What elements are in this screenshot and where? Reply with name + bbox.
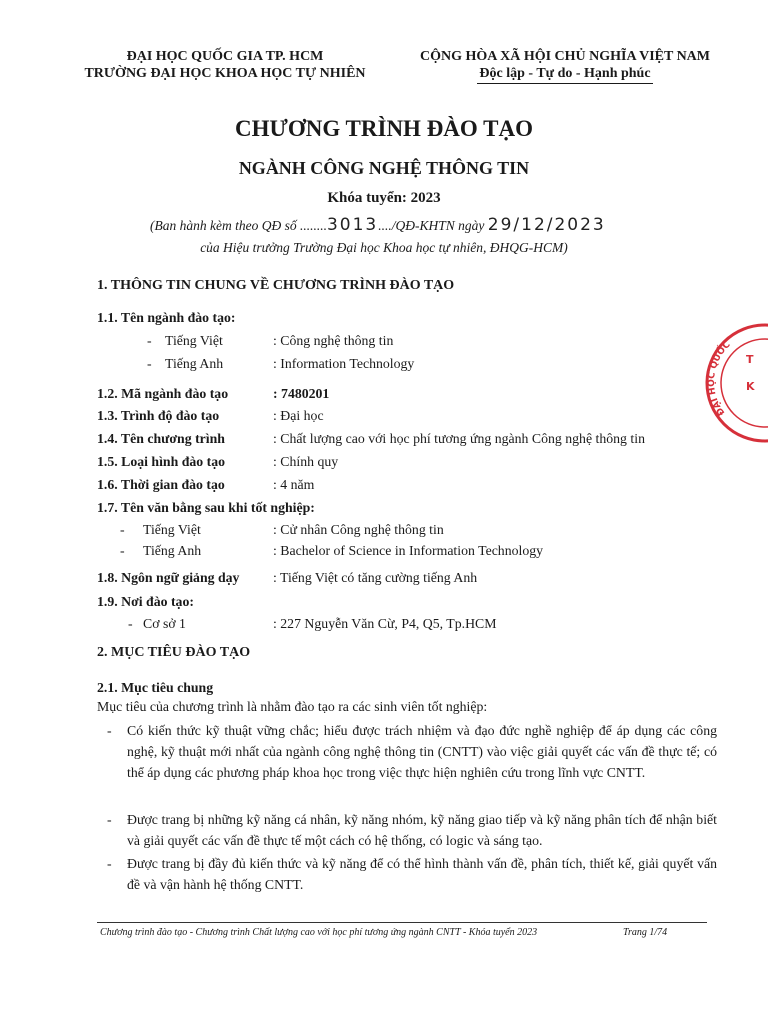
campus-label: Cơ sở 1 — [143, 616, 186, 631]
decision-issuer: của Hiệu trưởng Trường Đại học Khoa học tự nhiên, ĐHQG-HCM) — [200, 240, 568, 255]
english-value: : Information Technology — [273, 356, 415, 371]
program-name-label: 1.1. Tên ngành đào tạo: — [97, 310, 236, 325]
program-code-value: : 7480201 — [273, 386, 330, 401]
location-label: 1.9. Nơi đào tạo: — [97, 594, 194, 609]
decision-line — [150, 215, 606, 235]
list-item — [107, 720, 717, 783]
document-title: CHƯƠNG TRÌNH ĐÀO TẠO — [235, 116, 533, 141]
duration-value: : 4 năm — [273, 477, 315, 492]
training-type-value: : Chính quy — [273, 454, 339, 469]
list-dash: - — [120, 543, 125, 558]
section-2-heading: 2. MỤC TIÊU ĐÀO TẠO — [97, 645, 251, 660]
decision-dots: ........ — [299, 218, 327, 233]
list-dash: - — [120, 522, 125, 537]
national-header — [380, 48, 750, 84]
intake-year: Khóa tuyển: 2023 — [327, 190, 441, 206]
degree-vietnamese-value: : Cử nhân Công nghệ thông tin — [273, 522, 444, 537]
decision-date: 29/12/2023 — [487, 215, 606, 235]
degree-label: 1.7. Tên văn bằng sau khi tốt nghiệp: — [97, 500, 315, 515]
english-label: Tiếng Anh — [165, 356, 224, 371]
vietnamese-label: Tiếng Việt — [165, 333, 223, 348]
language-value: : Tiếng Việt có tăng cường tiếng Anh — [273, 570, 478, 585]
list-dash: - — [147, 356, 152, 371]
decision-number: 3013 — [326, 215, 379, 235]
general-objective-heading: 2.1. Mục tiêu chung — [97, 680, 214, 695]
list-item — [107, 809, 717, 851]
list-dash: - — [107, 723, 112, 738]
degree-english-label: Tiếng Anh — [143, 543, 202, 558]
list-dash: - — [147, 333, 152, 348]
decision-prefix: (Ban hành kèm theo QĐ số — [150, 218, 300, 233]
list-dash: - — [107, 856, 112, 871]
campus-value: : 227 Nguyễn Văn Cừ, P4, Q5, Tp.HCM — [273, 616, 497, 631]
institution-header — [60, 48, 390, 82]
stamp-letter-t: T — [746, 353, 754, 366]
list-dash: - — [107, 812, 112, 827]
document-subtitle: NGÀNH CÔNG NGHỆ THÔNG TIN — [238, 158, 530, 178]
program-code-label: 1.2. Mã ngành đào tạo — [97, 386, 229, 401]
vietnamese-value: : Công nghệ thông tin — [273, 333, 394, 348]
degree-vietnamese-label: Tiếng Việt — [143, 522, 201, 537]
decision-suffix: ..../QĐ-KHTN ngày — [378, 218, 488, 233]
section-1-heading: 1. THÔNG TIN CHUNG VỀ CHƯƠNG TRÌNH ĐÀO TẠO — [97, 278, 455, 293]
faculty-name: TRƯỜNG ĐẠI HỌC KHOA HỌC TỰ NHIÊN — [84, 66, 366, 81]
list-item — [107, 853, 717, 895]
level-label: 1.3. Trình độ đào tạo — [97, 408, 220, 423]
stamp-letter-k: K — [746, 380, 755, 393]
objective-text: Được trang bị những kỹ năng cá nhân, kỹ năng nhóm, kỹ năng giao tiếp và kỹ năng phân tích để nhận biết và giải quyết các vấn đề thực tế một cách có hệ thống, có logic và sáng tạo. — [127, 812, 717, 848]
stamp-arc-text: ĐẠI HỌC QUỐC — [707, 339, 733, 418]
duration-label: 1.6. Thời gian đào tạo — [97, 477, 225, 492]
footer-divider — [97, 922, 707, 923]
training-type-label: 1.5. Loại hình đào tạo — [97, 454, 226, 469]
list-dash: - — [128, 616, 133, 631]
degree-english-value: : Bachelor of Science in Information Technology — [273, 543, 544, 558]
footer-caption: Chương trình đào tạo - Chương trình Chất lượng cao với học phí tương ứng ngành CNTT - Khóa tuyển 2023 — [100, 927, 538, 938]
official-stamp — [700, 318, 768, 448]
language-label: 1.8. Ngôn ngữ giảng dạy — [97, 570, 240, 585]
program-title-label: 1.4. Tên chương trình — [97, 431, 225, 446]
program-title-value: : Chất lượng cao với học phí tương ứng ngành Công nghệ thông tin — [273, 431, 645, 446]
objective-intro: Mục tiêu của chương trình là nhằm đào tạo ra các sinh viên tốt nghiệp: — [97, 699, 488, 714]
national-motto: Độc lập - Tự do - Hạnh phúc — [477, 65, 652, 84]
objective-text: Được trang bị đầy đủ kiến thức và kỹ năng để có thể hình thành vấn đề, phân tích, thiết kế, giải quyết vấn đề và vận hành hệ thống CNTT. — [127, 856, 717, 892]
level-value: : Đại học — [273, 408, 324, 423]
page-number: Trang 1/74 — [623, 927, 668, 938]
university-name: ĐẠI HỌC QUỐC GIA TP. HCM — [126, 49, 324, 64]
objective-text: Có kiến thức kỹ thuật vững chắc; hiểu được trách nhiệm và đạo đức nghề nghiệp để áp dụng các công nghệ, kỹ thuật mới nhất của ngành công nghệ thông tin (CNTT) vào việc giải quyết các vấn đề thực tế; có thể áp dụng các phương pháp khoa học trong việc thực hiện nghiên cứu trong lĩnh vực CNTT. — [127, 723, 717, 780]
country-name: CỘNG HÒA XÃ HỘI CHỦ NGHĨA VIỆT NAM — [419, 49, 710, 64]
